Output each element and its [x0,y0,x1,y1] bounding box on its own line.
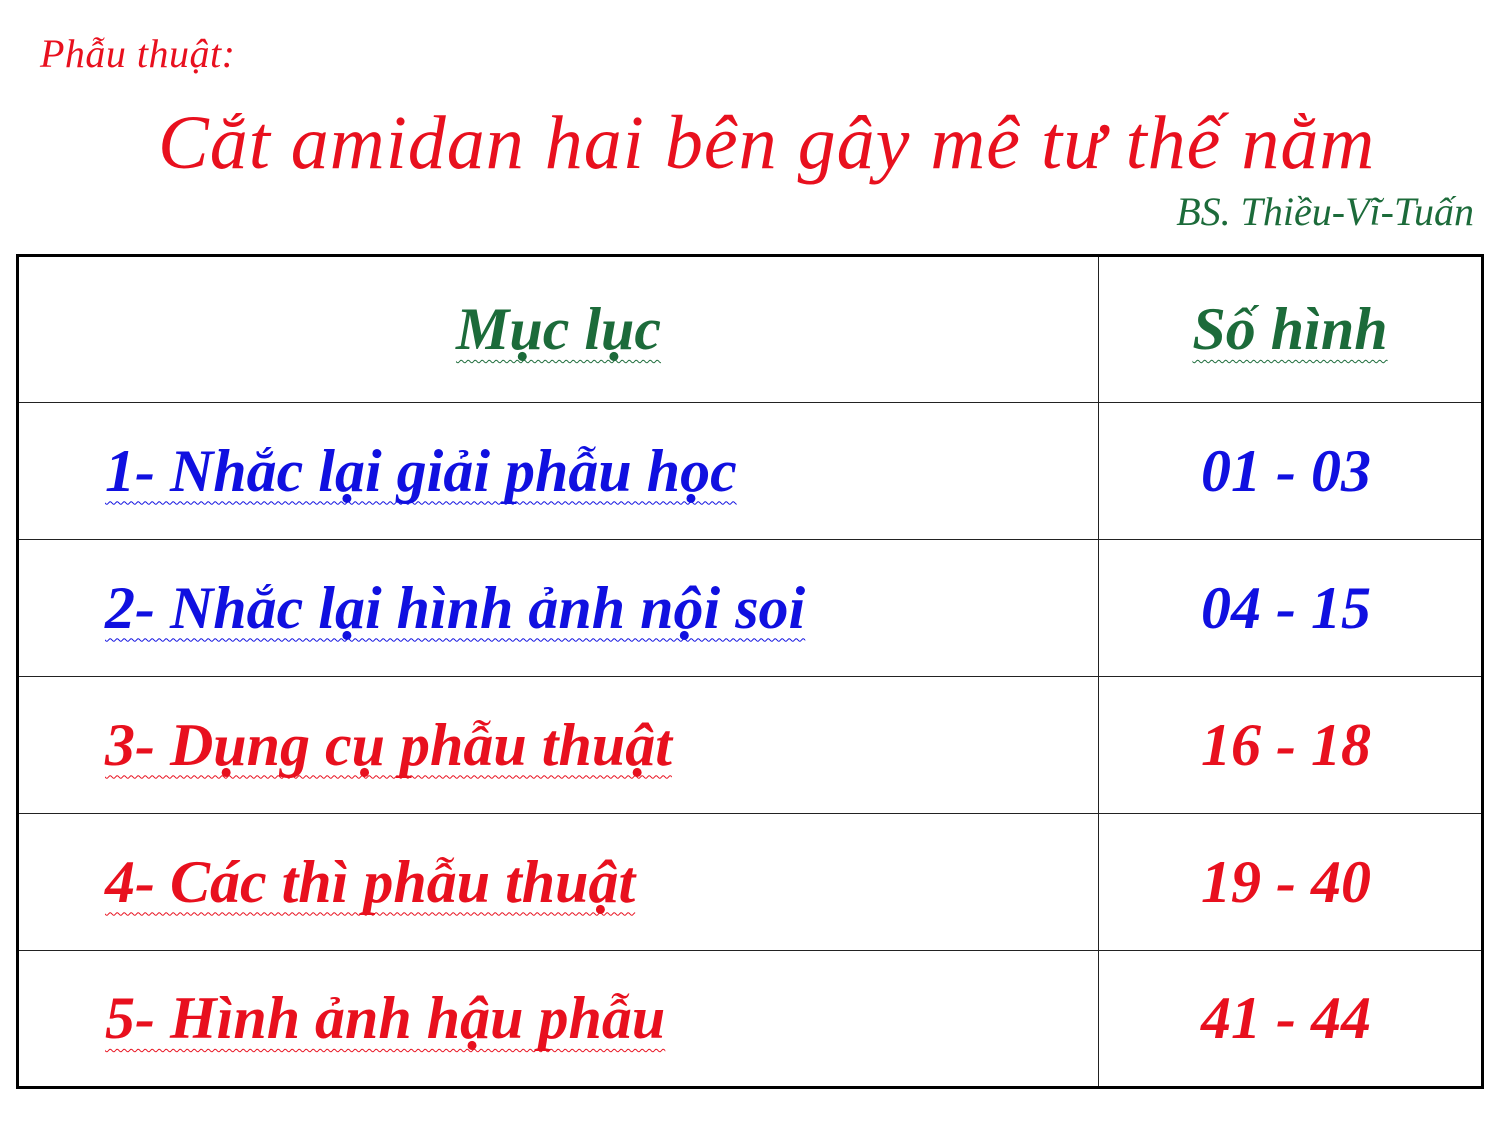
row-item-label: 3- Dụng cụ phẫu thuật [105,711,672,778]
header-label-figures: Số hình [1192,296,1388,362]
contents-table [16,254,1484,1089]
header-cell-figures [1099,256,1483,403]
row-item-cell [18,951,1099,1088]
row-item-cell [18,540,1099,677]
table-row [18,814,1483,951]
row-item-cell [18,814,1099,951]
row-range-value: 16 - 18 [1201,711,1371,778]
page-title: Cắt amidan hai bên gây mê tư thế nằm [158,101,1376,185]
table-row [18,403,1483,540]
row-range-value: 01 - 03 [1201,437,1371,504]
row-range-value: 19 - 40 [1201,848,1371,915]
row-item-label: 4- Các thì phẫu thuật [105,848,636,915]
row-item-label: 1- Nhắc lại giải phẫu học [105,437,737,504]
row-item-cell [18,403,1099,540]
row-range-cell [1099,951,1483,1088]
row-range-value: 04 - 15 [1201,574,1371,641]
table-header-row [18,256,1483,403]
row-range-cell [1099,814,1483,951]
row-range-cell [1099,540,1483,677]
author-credit: BS. Thiều-Vĩ-Tuấn [1176,189,1474,234]
row-range-cell [1099,677,1483,814]
row-range-cell [1099,403,1483,540]
kicker-label: Phẫu thuật: [40,31,236,76]
header-cell-contents [18,256,1099,403]
table-row [18,677,1483,814]
table-row [18,951,1483,1088]
row-item-label: 5- Hình ảnh hậu phẫu [105,985,666,1051]
table-row [18,540,1483,677]
row-range-value: 41 - 44 [1201,985,1371,1051]
header-label-contents: Mục lục [455,296,662,362]
row-item-cell [18,677,1099,814]
row-item-label: 2- Nhắc lại hình ảnh nội soi [105,574,806,641]
